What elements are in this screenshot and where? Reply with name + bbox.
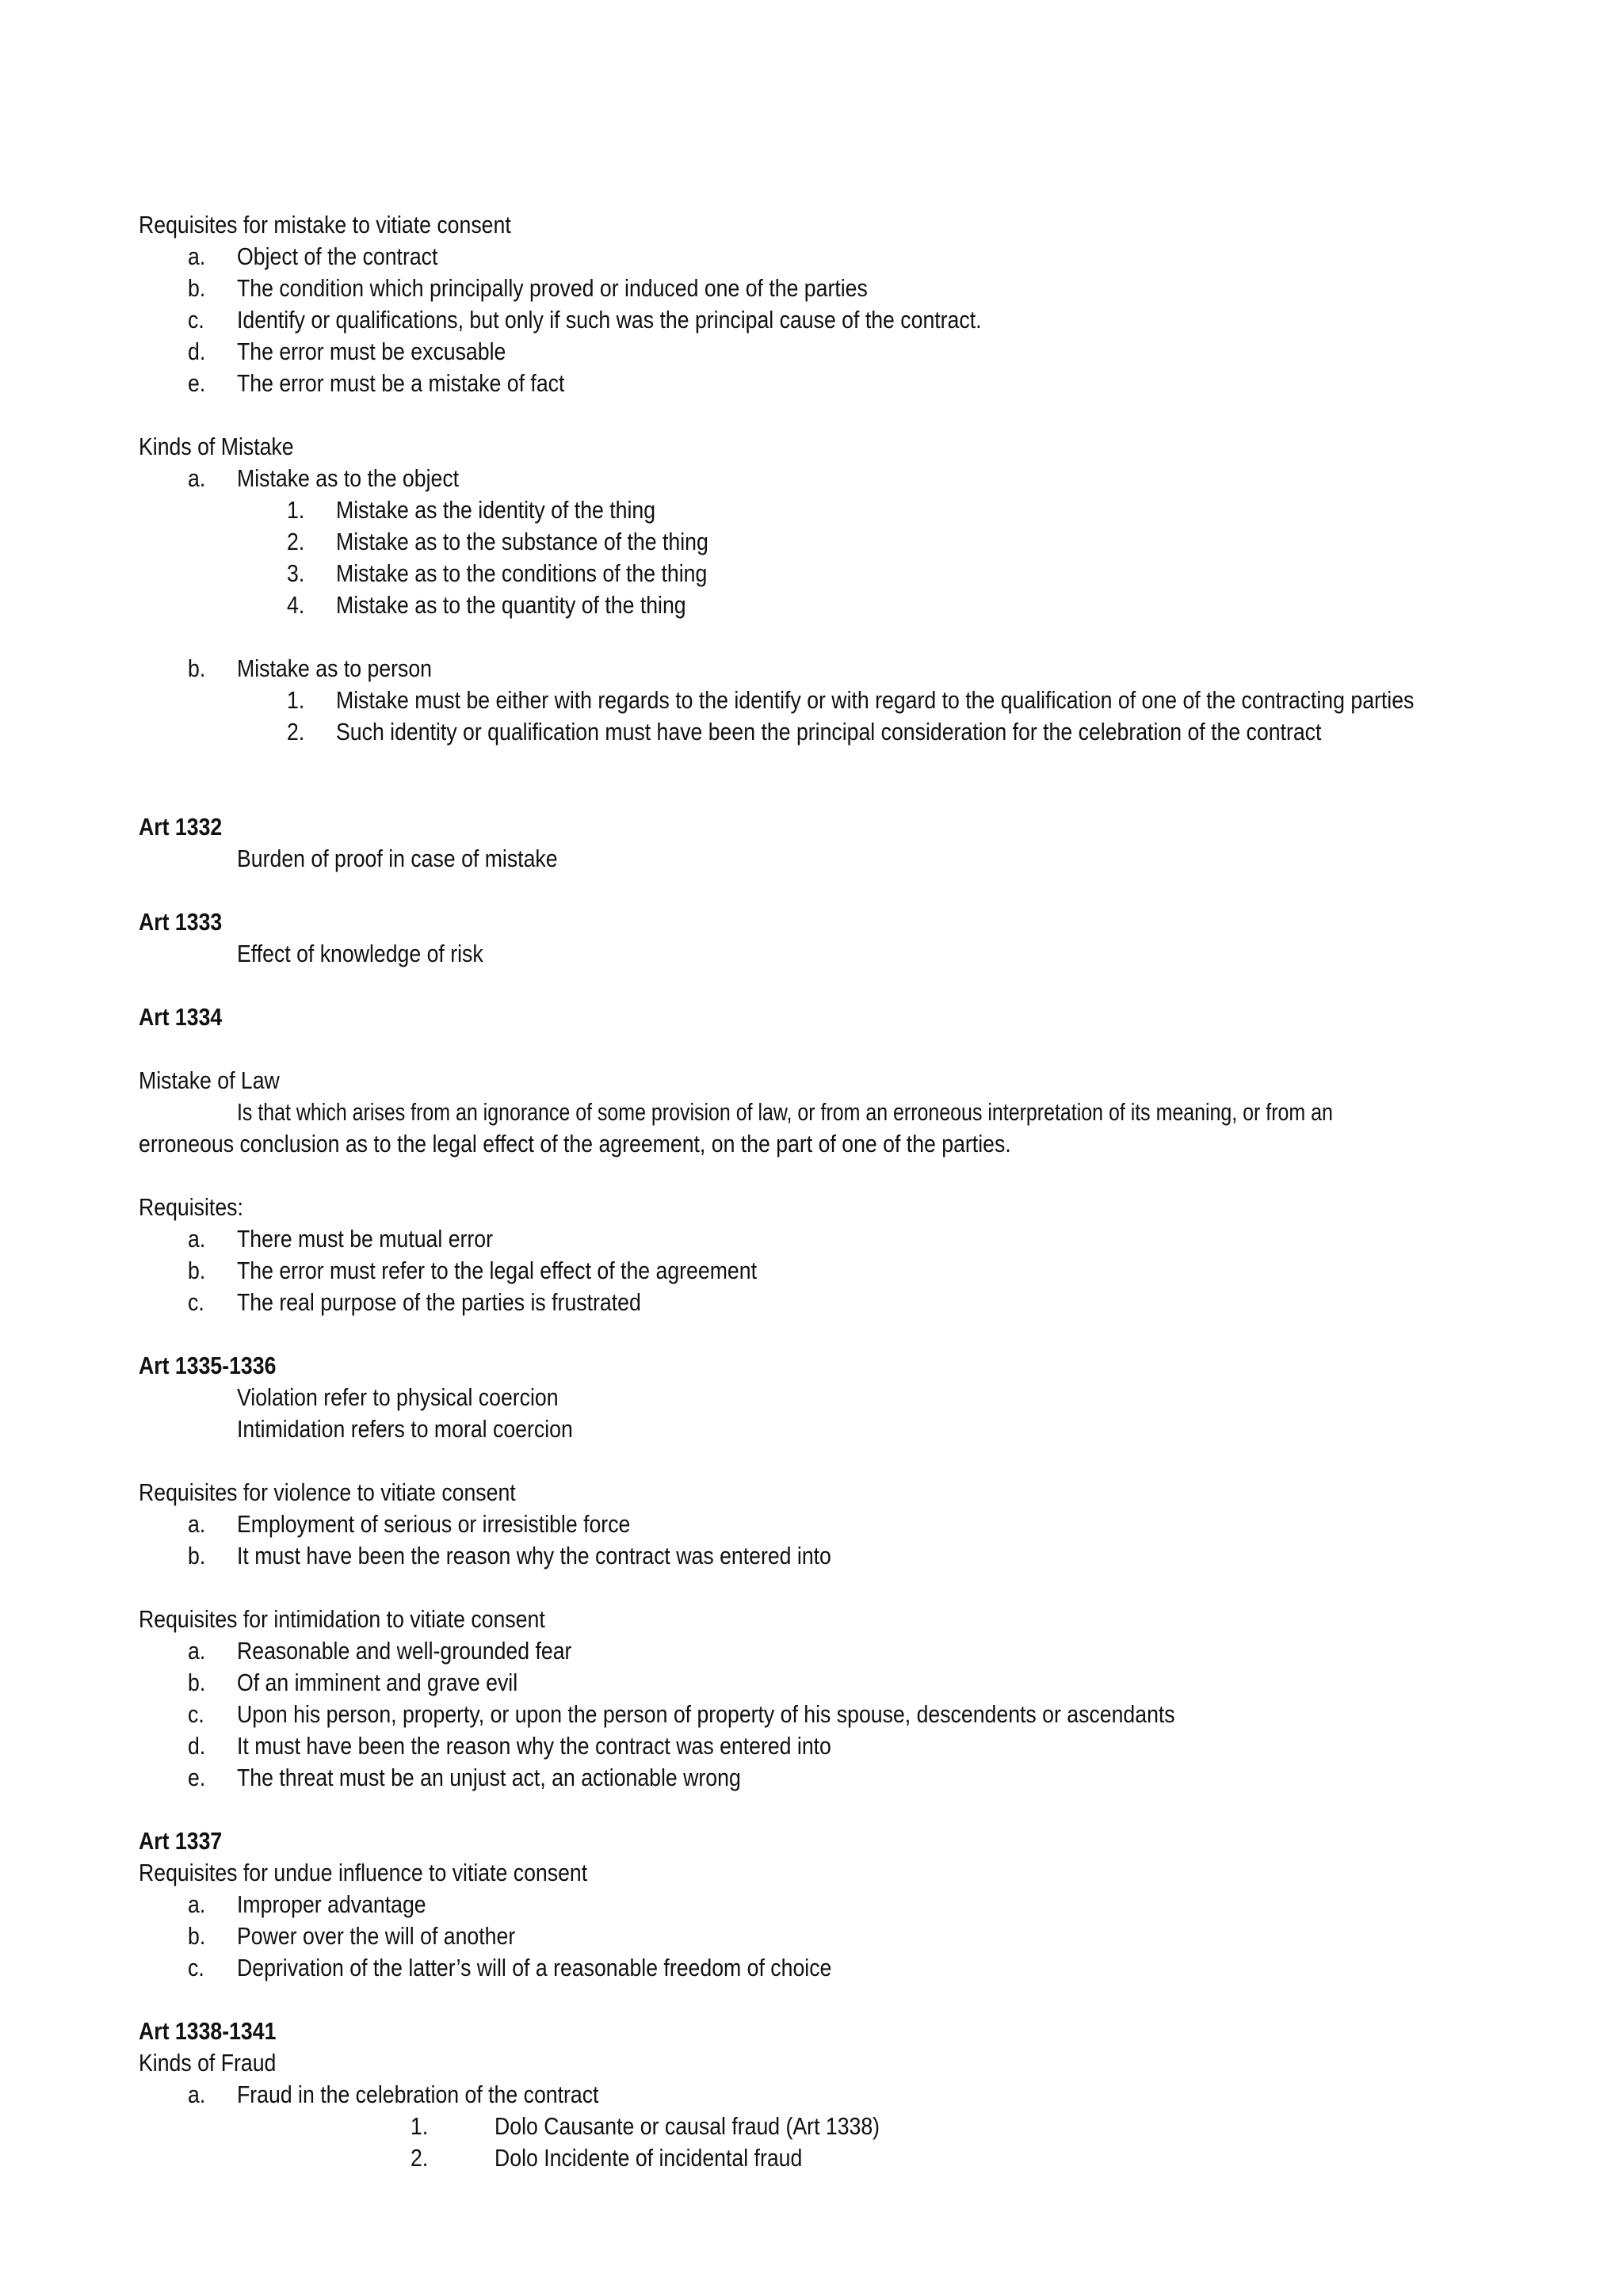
section-heading: Requisites: bbox=[139, 1193, 243, 1221]
list-item: Reasonable and well-grounded fear bbox=[237, 1637, 572, 1665]
list-item: Upon his person, property, or upon the person of property of his spouse, descendents or ascendants bbox=[237, 1700, 1175, 1728]
sub-list-item: Mistake must be either with regards to the identify or with regard to the qualification of one of the contracting parties bbox=[336, 686, 1415, 714]
list-marker: b. bbox=[188, 1669, 206, 1696]
list-marker: a. bbox=[188, 1225, 206, 1253]
list-item: Deprivation of the latter’s will of a reasonable freedom of choice bbox=[237, 1954, 832, 1981]
sub-list-marker: 1. bbox=[411, 2112, 429, 2140]
article-title: Art 1335-1336 bbox=[139, 1352, 277, 1379]
list-marker: a. bbox=[188, 2081, 206, 2108]
list-item: Identify or qualifications, but only if such was the principal cause of the contract. bbox=[237, 306, 982, 334]
sub-list-item: Mistake as the identity of the thing bbox=[336, 496, 656, 524]
list-item: It must have been the reason why the contract was entered into bbox=[237, 1542, 831, 1569]
section-heading: Requisites for intimidation to vitiate consent bbox=[139, 1605, 545, 1633]
list-item: Of an imminent and grave evil bbox=[237, 1669, 518, 1696]
list-marker: b. bbox=[188, 1542, 206, 1569]
list-item: Mistake as to person bbox=[237, 654, 432, 682]
sub-list-marker: 2. bbox=[411, 2144, 429, 2172]
sub-list-item: Dolo Incidente of incidental fraud bbox=[495, 2144, 803, 2172]
list-item: The error must refer to the legal effect of the agreement bbox=[237, 1257, 757, 1284]
paragraph-line: erroneous conclusion as to the legal effect of the agreement, on the part of one of the parties. bbox=[139, 1130, 1011, 1158]
list-marker: b. bbox=[188, 654, 206, 682]
list-item: There must be mutual error bbox=[237, 1225, 494, 1253]
article-text: Violation refer to physical coercion bbox=[237, 1383, 559, 1411]
list-item: The error must be excusable bbox=[237, 338, 506, 365]
list-marker: a. bbox=[188, 242, 206, 270]
sub-list-marker: 2. bbox=[287, 528, 305, 555]
list-marker: d. bbox=[188, 338, 206, 365]
section-heading: Requisites for undue influence to vitiate consent bbox=[139, 1859, 588, 1886]
paragraph-line: Is that which arises from an ignorance of some provision of law, or from an erroneous interpretation of its meaning, or from an bbox=[237, 1098, 1333, 1126]
list-item: Fraud in the celebration of the contract bbox=[237, 2081, 599, 2108]
list-item: Power over the will of another bbox=[237, 1922, 516, 1950]
sub-list-marker: 1. bbox=[287, 496, 305, 524]
sub-list-item: Such identity or qualification must have been the principal consideration for the celebration of the contract bbox=[336, 718, 1322, 746]
sub-list-item: Mistake as to the quantity of the thing bbox=[336, 591, 686, 619]
list-item: The real purpose of the parties is frustrated bbox=[237, 1288, 641, 1316]
article-title: Art 1334 bbox=[139, 1003, 223, 1031]
article-title: Art 1337 bbox=[139, 1827, 223, 1855]
list-item: Employment of serious or irresistible force bbox=[237, 1510, 631, 1538]
article-text: Effect of knowledge of risk bbox=[237, 940, 483, 967]
article-title: Art 1333 bbox=[139, 908, 223, 936]
list-marker: b. bbox=[188, 1922, 206, 1950]
list-marker: d. bbox=[188, 1732, 206, 1760]
list-item: Improper advantage bbox=[237, 1890, 426, 1918]
list-marker: a. bbox=[188, 1890, 206, 1918]
list-marker: b. bbox=[188, 1257, 206, 1284]
article-title: Art 1332 bbox=[139, 813, 223, 841]
list-item: The error must be a mistake of fact bbox=[237, 369, 565, 397]
section-heading: Kinds of Mistake bbox=[139, 433, 294, 460]
list-item: The condition which principally proved or induced one of the parties bbox=[237, 274, 868, 302]
sub-list-marker: 2. bbox=[287, 718, 305, 746]
section-heading: Requisites for violence to vitiate consent bbox=[139, 1478, 516, 1506]
article-text: Intimidation refers to moral coercion bbox=[237, 1415, 573, 1443]
list-marker: a. bbox=[188, 464, 206, 492]
sub-list-item: Mistake as to the conditions of the thing bbox=[336, 559, 708, 587]
list-item: The threat must be an unjust act, an actionable wrong bbox=[237, 1764, 741, 1791]
sub-list-item: Mistake as to the substance of the thing bbox=[336, 528, 708, 555]
list-marker: e. bbox=[188, 1764, 206, 1791]
list-marker: b. bbox=[188, 274, 206, 302]
sub-list-marker: 3. bbox=[287, 559, 305, 587]
list-marker: a. bbox=[188, 1637, 206, 1665]
list-marker: c. bbox=[188, 1700, 204, 1728]
list-marker: c. bbox=[188, 306, 204, 334]
article-title: Art 1338-1341 bbox=[139, 2017, 277, 2045]
section-heading: Kinds of Fraud bbox=[139, 2049, 277, 2077]
article-text: Burden of proof in case of mistake bbox=[237, 845, 558, 872]
sub-list-item: Dolo Causante or causal fraud (Art 1338) bbox=[495, 2112, 880, 2140]
list-item: Mistake as to the object bbox=[237, 464, 460, 492]
list-marker: c. bbox=[188, 1954, 204, 1981]
list-item: Object of the contract bbox=[237, 242, 438, 270]
list-marker: e. bbox=[188, 369, 206, 397]
list-marker: c. bbox=[188, 1288, 204, 1316]
subheading: Mistake of Law bbox=[139, 1066, 280, 1094]
sub-list-marker: 1. bbox=[287, 686, 305, 714]
list-marker: a. bbox=[188, 1510, 206, 1538]
section-heading: Requisites for mistake to vitiate consent bbox=[139, 211, 511, 238]
sub-list-marker: 4. bbox=[287, 591, 305, 619]
list-item: It must have been the reason why the contract was entered into bbox=[237, 1732, 831, 1760]
